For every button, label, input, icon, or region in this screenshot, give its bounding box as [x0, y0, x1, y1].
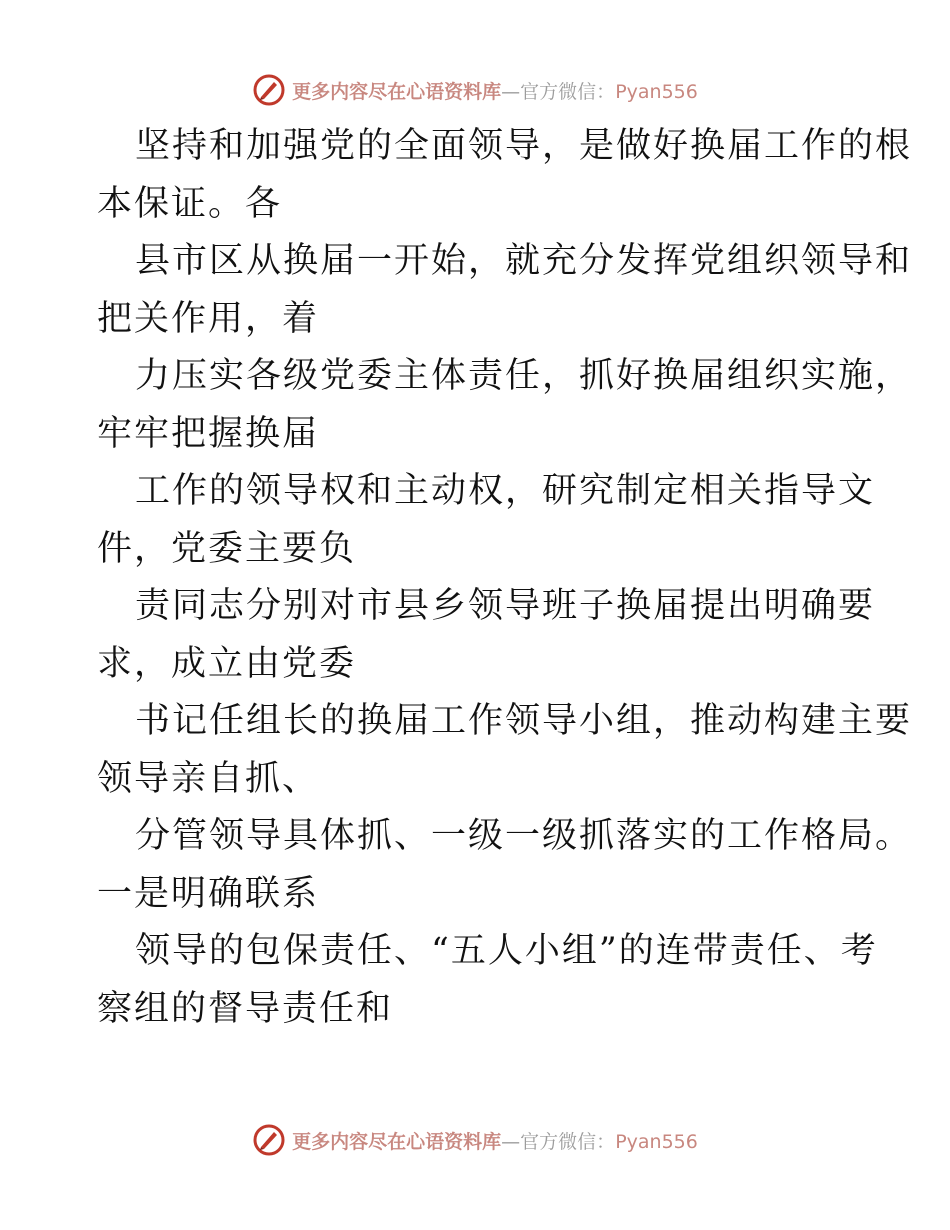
- watermark-label: 官方微信：: [520, 1130, 616, 1153]
- watermark-dash: —: [501, 1130, 521, 1153]
- watermark-label: 官方微信：: [520, 80, 616, 103]
- watermark-dash: —: [501, 80, 521, 103]
- text-line: 察组的督导责任和: [97, 988, 394, 1029]
- text-line: 本保证。各: [97, 183, 283, 224]
- text-line: 领导的包保责任、“五人小组”的连带责任、考: [135, 931, 878, 971]
- text-line: 书记任组长的换届工作领导小组，推动构建主要: [135, 701, 913, 741]
- watermark-brand: 更多内容尽在心语资料库: [292, 1130, 502, 1153]
- text-line: 件，党委主要负: [97, 528, 357, 569]
- text-line: 力压实各级党委主体责任，抓好换届组织实施，: [135, 356, 913, 396]
- header-watermark: [0, 72, 950, 108]
- text-line: 工作的领导权和主动权，研究制定相关指导文: [135, 471, 876, 511]
- text-line: 一是明确联系: [97, 873, 320, 914]
- document-body: [97, 118, 913, 1038]
- text-line: 坚持和加强党的全面领导，是做好换届工作的根: [135, 126, 913, 166]
- text-line: 把关作用，着: [97, 298, 320, 339]
- text-line: 牢牢把握换届: [97, 413, 320, 454]
- watermark-id: Pyan556: [615, 80, 698, 103]
- quill-logo-icon: [252, 1123, 286, 1157]
- watermark-id: Pyan556: [615, 1130, 698, 1153]
- text-line: 分管领导具体抓、一级一级抓落实的工作格局。: [135, 816, 913, 856]
- text-line: 责同志分别对市县乡领导班子换届提出明确要: [135, 586, 876, 626]
- footer-watermark: [0, 1122, 950, 1158]
- quill-logo-icon: [252, 73, 286, 107]
- text-line: 县市区从换届一开始，就充分发挥党组织领导和: [135, 241, 913, 281]
- text-line: 领导亲自抓、: [97, 758, 320, 799]
- text-line: 求，成立由党委: [97, 643, 357, 684]
- watermark-brand: 更多内容尽在心语资料库: [292, 80, 502, 103]
